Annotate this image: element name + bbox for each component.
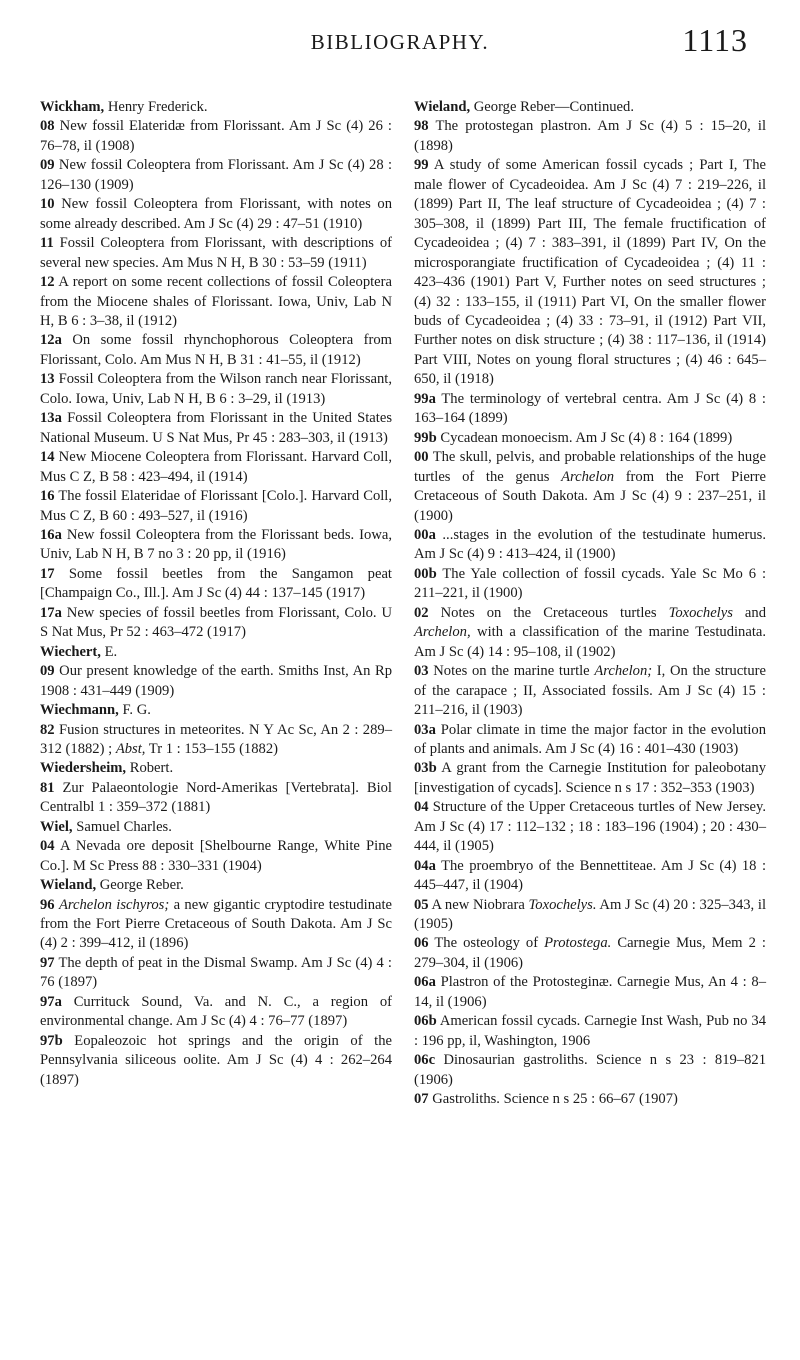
entry-text: Our present knowledge of the earth. Smiths Inst, An Rp 1908 : 431–449 (1909) bbox=[40, 663, 392, 699]
running-head: BIBLIOGRAPHY. bbox=[310, 30, 490, 54]
entry-text: On some fossil rhynchophorous Coleoptera from Florissant, Colo. Am Mus N H, B 31 : 41–55, il (1912) bbox=[40, 332, 392, 368]
entry-text: Dinosaurian gastroliths. Science n s 23 : 819–821 (1906) bbox=[414, 1052, 766, 1088]
author-name: Wickham, bbox=[40, 99, 105, 115]
entry-text: New fossil Coleoptera from Florissant, with notes on some already described. Am J Sc (4) 29 : 47–51 (1910) bbox=[40, 196, 392, 232]
bibliography-entry bbox=[40, 662, 392, 701]
left-column bbox=[40, 98, 392, 1090]
entry-text: The osteology of bbox=[428, 935, 545, 952]
bibliography-entry bbox=[414, 721, 766, 760]
entry-number: 02 bbox=[414, 604, 429, 621]
bibliography-entry bbox=[414, 896, 766, 935]
entry-italic-text: Archelon bbox=[561, 468, 615, 485]
bibliography-entry bbox=[414, 1051, 766, 1090]
entry-number: 06 bbox=[414, 935, 429, 952]
entry-text: Notes on the Cretaceous turtles bbox=[428, 604, 669, 621]
bibliography-entry bbox=[414, 156, 766, 389]
entry-text: Tr 1 : 153–155 (1882) bbox=[145, 740, 278, 757]
entry-text: Polar climate in time the major factor in the evolution of plants and animals. Am J Sc (4) 16 : 401–430 (1903) bbox=[414, 721, 766, 757]
entry-number: 12a bbox=[40, 332, 62, 349]
entry-text: Gastroliths. Science n s 25 : 66–67 (1907) bbox=[428, 1091, 678, 1108]
author-forenames: Samuel Charles. bbox=[72, 818, 172, 835]
entry-text: Fusion structures in meteorites. N Y Ac Sc, An 2 : 289–312 (1882) ; bbox=[40, 721, 392, 757]
entry-text: The terminology of vertebral centra. Am J Sc (4) 8 : 163–164 (1899) bbox=[414, 390, 766, 427]
bibliography-entry bbox=[40, 487, 392, 526]
bibliography-entry bbox=[40, 195, 392, 234]
bibliography-entry bbox=[414, 448, 766, 526]
entry-number: 97b bbox=[40, 1032, 63, 1049]
entry-number: 99 bbox=[414, 157, 429, 174]
bibliography-entry bbox=[40, 604, 392, 643]
entry-number: 81 bbox=[40, 779, 55, 796]
entry-number: 06c bbox=[414, 1052, 436, 1069]
bibliography-entry bbox=[40, 526, 392, 565]
author-name: Wiel, bbox=[40, 818, 73, 835]
entry-text: ...stages in the evolution of the testudinate humerus. Am J Sc (4) 9 : 413–424, il (1900) bbox=[414, 526, 766, 563]
entry-number: 00a bbox=[414, 526, 436, 543]
entry-number: 03 bbox=[414, 663, 429, 680]
entry-italic-title: Archelon ischyros; bbox=[58, 896, 170, 913]
entry-number: 07 bbox=[414, 1091, 429, 1108]
entry-number: 00 bbox=[414, 449, 429, 466]
bibliography-entry bbox=[40, 565, 392, 604]
entry-text: A grant from the Carnegie Institution for paleobotany [investigation of cycads]. Science n s 17 : 352–353 (1903) bbox=[414, 760, 766, 796]
bibliography-entry bbox=[414, 565, 766, 604]
entry-text: Cycadean monoecism. Am J Sc (4) 8 : 164 (1899) bbox=[436, 429, 733, 446]
bibliography-entry bbox=[414, 934, 766, 973]
author-forenames: George Reber—Continued. bbox=[470, 99, 634, 115]
right-column bbox=[414, 98, 766, 1110]
author-forenames: F. G. bbox=[118, 702, 151, 719]
entry-number: 16a bbox=[40, 526, 62, 543]
bibliography-entry bbox=[40, 896, 392, 954]
entry-italic-text: Archelon, bbox=[414, 624, 471, 641]
entry-number: 99a bbox=[414, 390, 436, 407]
entry-number: 17 bbox=[40, 565, 55, 582]
entry-italic-text: Archelon; bbox=[594, 663, 653, 680]
entry-number: 98 bbox=[414, 118, 429, 135]
entry-text: The fossil Elateridae of Florissant [Colo.]. Harvard Coll, Mus C Z, B 60 : 493–527, il (1916) bbox=[40, 488, 392, 524]
bibliography-entry bbox=[40, 409, 392, 448]
bibliography-entry bbox=[414, 1012, 766, 1051]
bibliography-entry bbox=[414, 604, 766, 662]
page-number: 1113 bbox=[682, 22, 748, 58]
entry-text: A report on some recent collections of fossil Coleoptera from the Miocene shales of Florissant. Iowa, Univ, Lab N H, B 6 : 3–38, il (1912) bbox=[40, 274, 392, 329]
entry-text: Am J Sc (4) 20 : 325–343, il (1905) bbox=[414, 896, 767, 933]
bibliography-entry bbox=[40, 156, 392, 195]
entry-text: New species of fossil beetles from Florissant, Colo. U S Nat Mus, Pr 52 : 463–472 (1917) bbox=[40, 604, 392, 641]
bibliography-entry bbox=[414, 117, 766, 156]
entry-text: a new gigantic cryptodire testudinate from the Fort Pierre Cretaceous of South Dakota. Am J Sc (4) 2 : 399–412, il (1896) bbox=[40, 896, 393, 952]
entry-text: The Yale collection of fossil cycads. Yale Sc Mo 6 : 211–221, il (1900) bbox=[414, 565, 766, 602]
entry-text: Eopaleozoic hot springs and the origin of the Pennsylvania siliceous oolite. Am J Sc (4) 4 : 262–264 (1897) bbox=[40, 1032, 392, 1088]
bibliography-entry bbox=[414, 662, 766, 720]
entry-number: 04 bbox=[414, 799, 429, 816]
entry-number: 04 bbox=[40, 838, 55, 855]
entry-text: A study of some American fossil cycads ; Part I, The male flower of Cycadeoidea. Am J Sc (4) 7 : 219–226, il (1899) Part II, The leaf structure of Cycadeoidea ; (4) 7 : 305–308, il (1899) Part III, The female fructification of Cycadeoidea ; (4) 7 : 383–391, il (1899) Part IV, On the microsporangiate fructification of Cycadeoidea ; (4) 11 : 423–436 (1901) Part V, Further notes on seed structures ; (4) 32 : 133–155, il (1911) Part VI, On the smaller flower buds of Cycadeoidea ; (4) 33 : 73–91, il (1912) Part VII, Further notes on disk structure ; (4) 38 : 117–136, il (1914) Part VIII, Notes on young floral structures ; (4) 46 : 645–650, il (1918) bbox=[414, 157, 766, 388]
entry-text: A Nevada ore deposit [Shelbourne Range, White Pine Co.]. M Sc Press 88 : 330–331 (1904) bbox=[40, 838, 392, 874]
entry-text: from the Fort Pierre Cretaceous of South Dakota. Am J Sc (4) 9 : 237–251, il (1900) bbox=[414, 468, 766, 524]
entry-text: The skull, pelvis, and probable relationships of the huge turtles of the genus bbox=[414, 449, 766, 485]
page-header bbox=[0, 20, 800, 60]
entry-text: with a classification of the marine Testudinata. Am J Sc (4) 14 : 95–108, il (1902) bbox=[414, 624, 766, 660]
entry-number: 11 bbox=[40, 235, 54, 252]
author-heading bbox=[40, 876, 392, 895]
entry-text: New fossil Coleoptera from the Florissant beds. Iowa, Univ, Lab N H, B 7 no 3 : 20 pp, il (1916) bbox=[40, 526, 392, 563]
entry-text: Zur Palaeontologie Nord-Amerikas [Vertebrata]. Biol Centralbl 1 : 359–372 (1881) bbox=[40, 779, 392, 816]
entry-italic-text: Abst, bbox=[115, 740, 146, 757]
entry-text: Currituck Sound, Va. and N. C., a region of environmental change. Am J Sc (4) 4 : 76–77 (1897) bbox=[40, 993, 392, 1030]
author-name: Wieland, bbox=[40, 877, 97, 894]
author-forenames: George Reber. bbox=[96, 877, 184, 894]
author-forenames: Henry Frederick. bbox=[104, 99, 208, 115]
entry-italic-text: Toxochelys. bbox=[528, 896, 597, 913]
entry-text: Plastron of the Protosteginæ. Carnegie Mus, An 4 : 8–14, il (1906) bbox=[414, 974, 766, 1010]
bibliography-entry bbox=[40, 954, 392, 993]
entry-number: 14 bbox=[40, 449, 55, 466]
entry-number: 82 bbox=[40, 721, 55, 738]
entry-number: 09 bbox=[40, 663, 55, 680]
author-name: Wiedersheim, bbox=[40, 760, 127, 777]
entry-number: 97 bbox=[40, 954, 55, 971]
bibliography-entry bbox=[414, 973, 766, 1012]
bibliography-entry bbox=[40, 837, 392, 876]
entry-number: 04a bbox=[414, 857, 436, 874]
bibliography-entry bbox=[414, 390, 766, 429]
entry-number: 00b bbox=[414, 565, 437, 582]
author-heading bbox=[414, 98, 766, 117]
entry-text: Fossil Coleoptera from Florissant in the United States National Museum. U S Nat Mus, Pr 45 : 283–303, il (1913) bbox=[40, 410, 392, 446]
author-heading bbox=[40, 643, 392, 662]
entry-number: 17a bbox=[40, 604, 62, 621]
author-forenames: Robert. bbox=[126, 760, 174, 777]
entry-text: New Miocene Coleoptera from Florissant. Harvard Coll, Mus C Z, B 58 : 423–494, il (1914) bbox=[40, 449, 392, 485]
entry-number: 03a bbox=[414, 721, 436, 738]
entry-text: I, On the structure of the carapace ; II, Associated fossils. Am J Sc (4) 15 : 211–216, il (1903) bbox=[414, 663, 766, 719]
author-name: Wiechert, bbox=[40, 643, 101, 660]
bibliography-entry bbox=[40, 331, 392, 370]
author-forenames: E. bbox=[100, 643, 118, 660]
entry-text: The proembryo of the Bennettiteae. Am J Sc (4) 18 : 445–447, il (1904) bbox=[414, 857, 766, 894]
bibliography-entry bbox=[40, 1032, 392, 1090]
entry-number: 97a bbox=[40, 993, 62, 1010]
entry-text: New fossil Elateridæ from Florissant. Am J Sc (4) 26 : 76–78, il (1908) bbox=[40, 118, 392, 154]
author-heading bbox=[40, 818, 392, 837]
bibliography-entry bbox=[40, 779, 392, 818]
entry-text: and bbox=[732, 604, 766, 621]
bibliography-entry bbox=[414, 429, 766, 448]
entry-italic-text: Protostega. bbox=[544, 935, 612, 952]
entry-text: Carnegie Mus, Mem 2 : 279–304, il (1906) bbox=[414, 935, 766, 971]
entry-text: Some fossil beetles from the Sangamon peat [Champaign Co., Ill.]. Am J Sc (4) 44 : 137–145 (1917) bbox=[40, 565, 392, 602]
entry-text: American fossil cycads. Carnegie Inst Wash, Pub no 34 : 196 pp, il, Washington, 1906 bbox=[414, 1013, 766, 1049]
entry-number: 06a bbox=[414, 974, 436, 991]
bibliography-entry bbox=[40, 993, 392, 1032]
bibliography-entry bbox=[40, 234, 392, 273]
author-heading bbox=[40, 701, 392, 720]
author-name: Wieland, bbox=[414, 99, 471, 115]
entry-number: 10 bbox=[40, 196, 55, 213]
entry-text: Notes on the marine turtle bbox=[428, 663, 595, 680]
entry-text: The protostegan plastron. Am J Sc (4) 5 : 15–20, il (1898) bbox=[414, 118, 766, 154]
bibliography-entry bbox=[40, 273, 392, 331]
author-heading bbox=[40, 759, 392, 778]
bibliography-entry bbox=[40, 448, 392, 487]
entry-text: Fossil Coleoptera from Florissant, with descriptions of several new species. Am Mus N H, B 30 : 53–59 (1911) bbox=[40, 235, 392, 271]
bibliography-entry bbox=[40, 370, 392, 409]
entry-number: 08 bbox=[40, 118, 55, 135]
entry-number: 99b bbox=[414, 429, 437, 446]
entry-number: 06b bbox=[414, 1013, 437, 1030]
entry-number: 13a bbox=[40, 410, 62, 427]
entry-number: 05 bbox=[414, 896, 429, 913]
bibliography-entry bbox=[414, 526, 766, 565]
bibliography-entry bbox=[40, 117, 392, 156]
entry-text: Fossil Coleoptera from the Wilson ranch near Florissant, Colo. Iowa, Univ, Lab N H, B 6 : 3–29, il (1913) bbox=[40, 371, 392, 407]
bibliography-entry bbox=[414, 1090, 766, 1109]
bibliography-entry bbox=[40, 721, 392, 760]
bibliography-entry bbox=[414, 798, 766, 856]
entry-italic-text: Toxochelys bbox=[668, 604, 733, 621]
entry-text: A new Niobrara bbox=[428, 896, 529, 913]
entry-number: 03b bbox=[414, 760, 437, 777]
entry-number: 09 bbox=[40, 157, 55, 174]
entry-number: 96 bbox=[40, 896, 55, 913]
bibliography-entry bbox=[414, 759, 766, 798]
author-name: Wiechmann, bbox=[40, 702, 119, 719]
entry-text: Structure of the Upper Cretaceous turtles of New Jersey. Am J Sc (4) 17 : 112–132 ; 18 : 183–196 (1904) ; 20 : 430–444, il (1905) bbox=[414, 799, 766, 855]
entry-number: 13 bbox=[40, 371, 55, 388]
entry-number: 12 bbox=[40, 274, 55, 291]
author-heading bbox=[40, 98, 392, 117]
entry-text: The depth of peat in the Dismal Swamp. Am J Sc (4) 4 : 76 (1897) bbox=[40, 954, 392, 991]
entry-text: New fossil Coleoptera from Florissant. Am J Sc (4) 28 : 126–130 (1909) bbox=[40, 157, 392, 193]
bibliography-entry bbox=[414, 857, 766, 896]
entry-number: 16 bbox=[40, 488, 55, 505]
